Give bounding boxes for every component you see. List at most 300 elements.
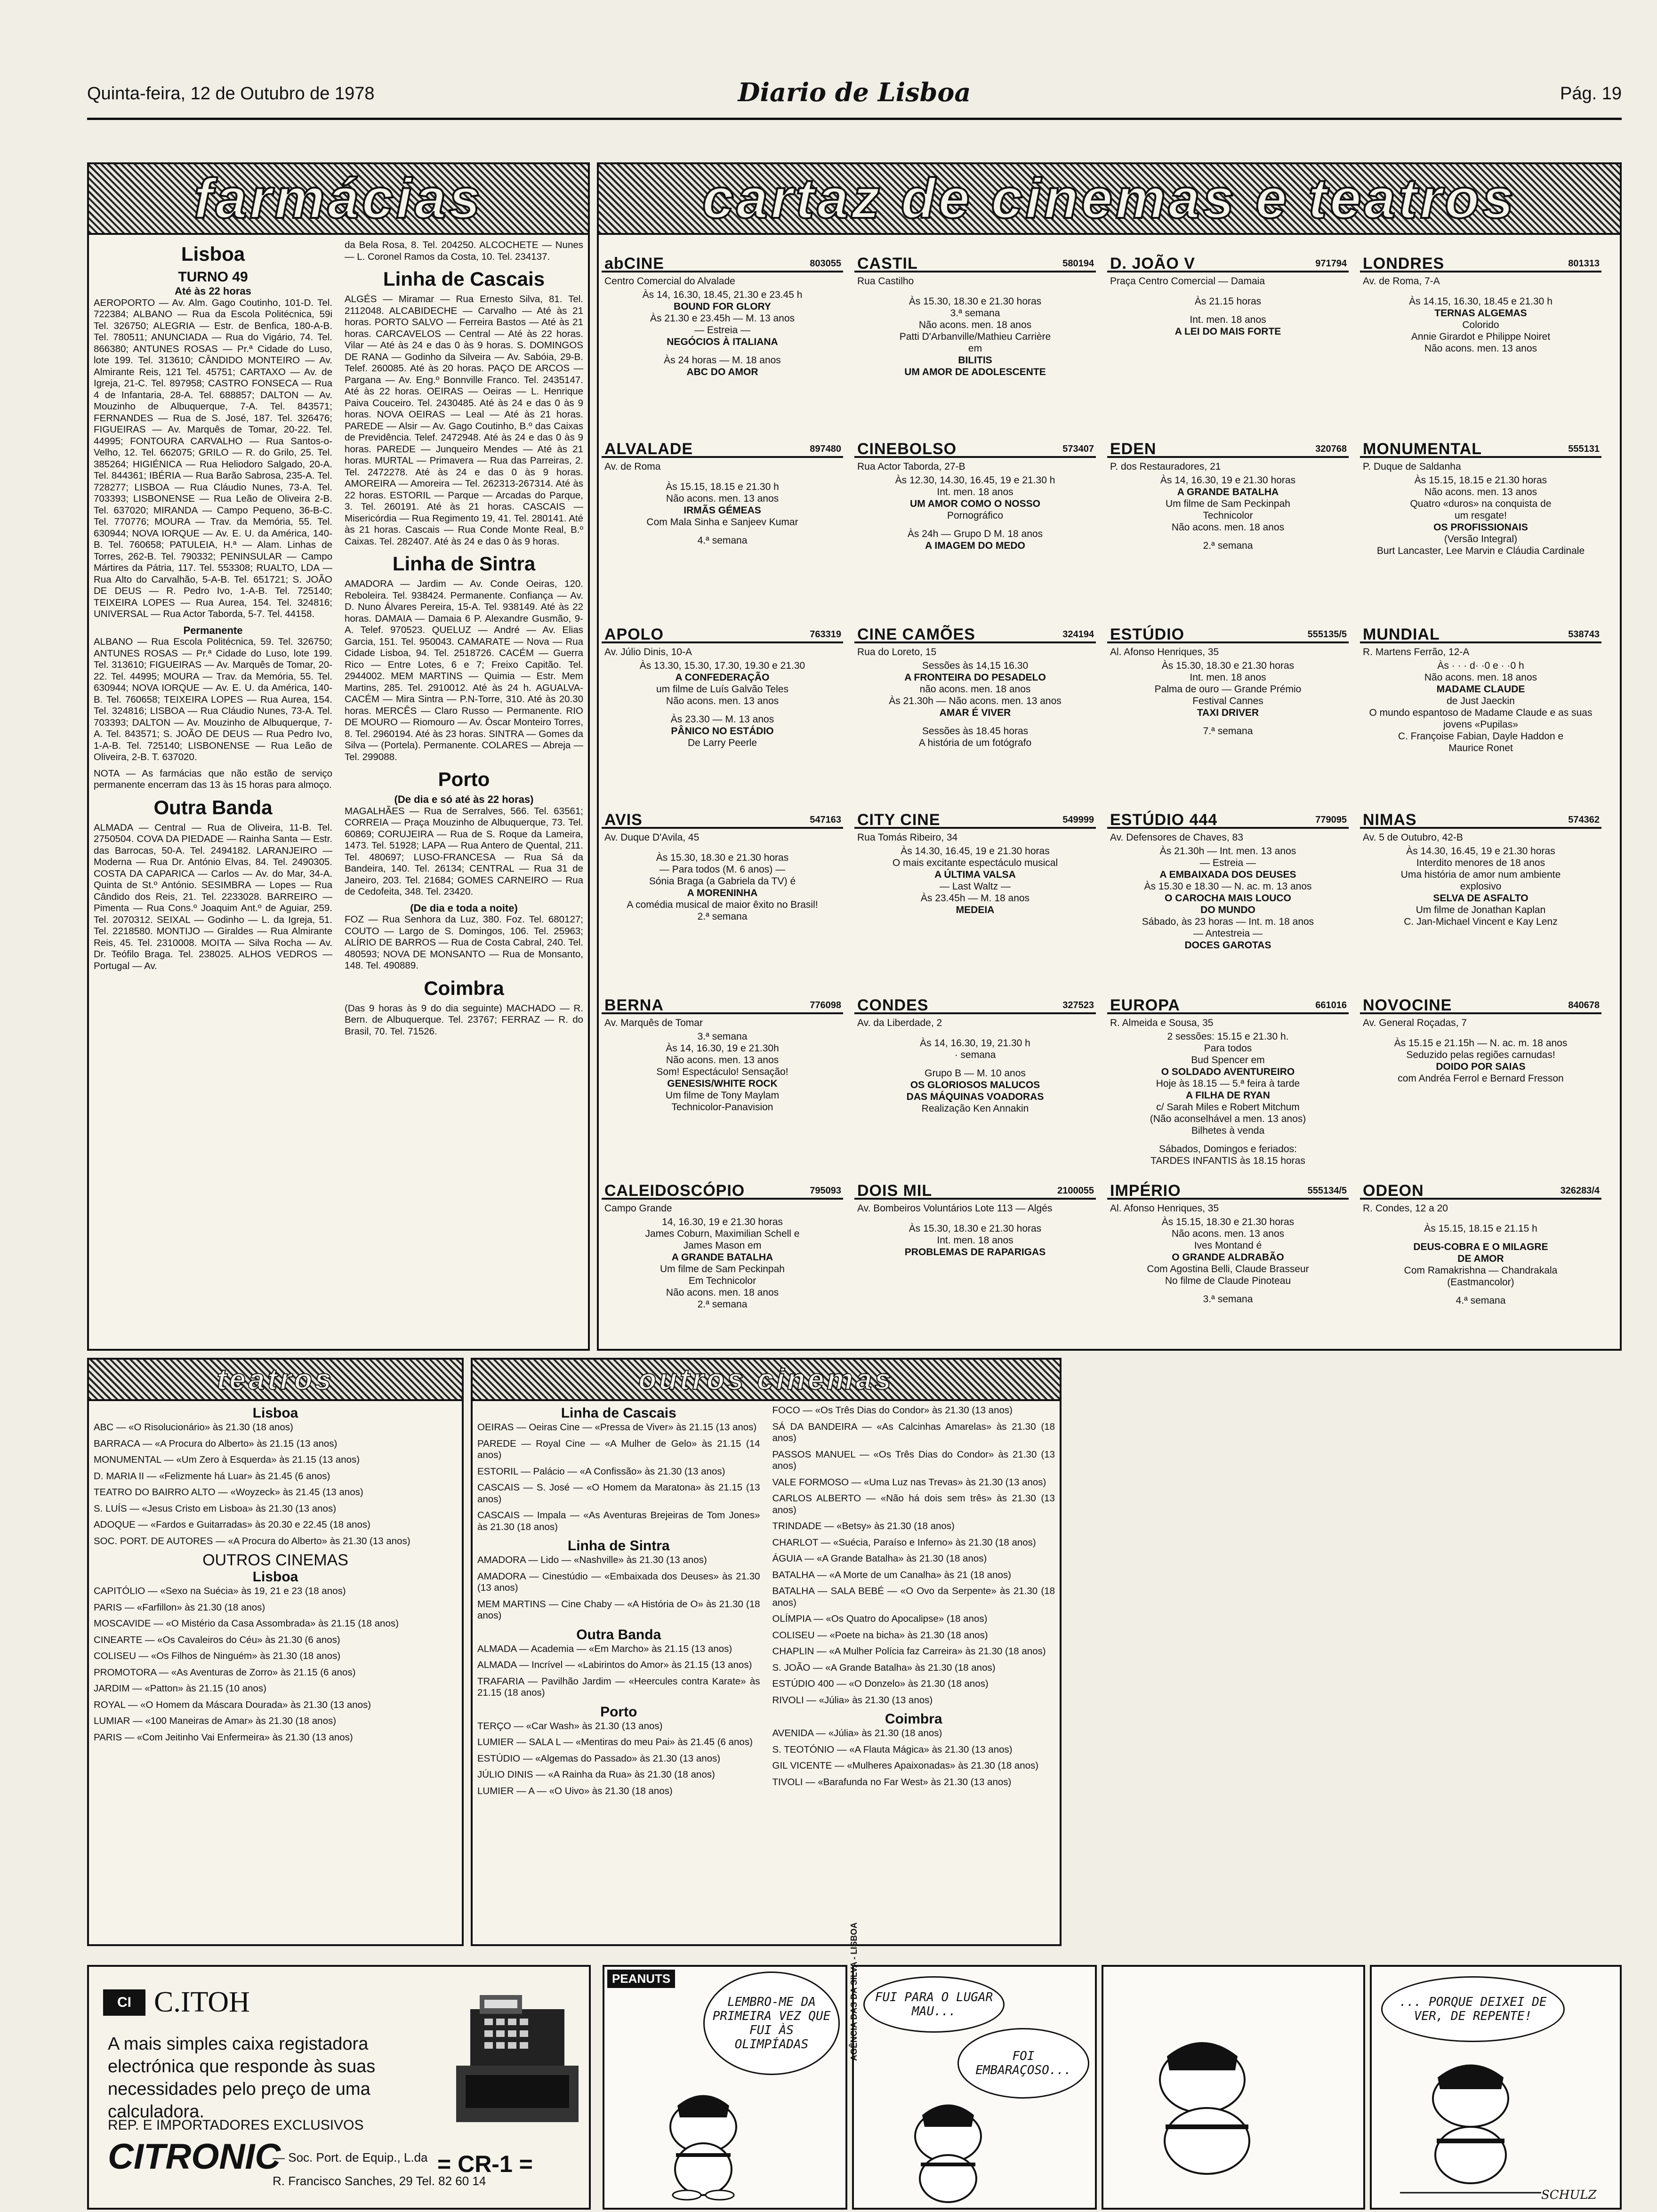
programme-line: Para todos [1204,1043,1252,1054]
section-heading: Porto [438,768,490,790]
listing-paragraph: S. LUÍS — «Jesus Cristo em Lisboa» às 21.30 (13 anos) [94,1503,337,1514]
pharmacies-banner [89,164,588,235]
cinema-header [1360,1178,1601,1200]
programme-line: — Last Waltz — [940,881,1011,892]
listing-paragraph: GIL VICENTE — «Mulheres Apaixonadas» às 21.30 (18 anos) [772,1760,1039,1771]
programme-line: TARDES INFANTIS às 18.15 horas [1150,1155,1305,1166]
programme-line: Às 21.30 e 23.45h — M. 13 anos [650,313,795,324]
programme-line: Int. men. 18 anos [1190,672,1266,683]
listing-paragraph: COLISEU — «Poete na bicha» às 21.30 (18 anos) [772,1629,988,1641]
listing-paragraph: PASSOS MANUEL — «Os Três Dias do Condor» às 21.30 (13 anos) [772,1449,1055,1471]
programme-line: MADAME CLAUDE [1436,684,1525,695]
cinema-name: D. JOÃO V [1110,255,1195,272]
section-heading: OUTROS CINEMAS [202,1551,348,1569]
listing-paragraph: SOC. PORT. DE AUTORES — «A Procura do Alberto» às 21.30 (13 anos) [94,1535,410,1547]
programme-line: A LEI DO MAIS FORTE [1174,326,1281,337]
listing-paragraph: PARIS — «Com Jeitinho Vai Enfermeira» às 21.30 (13 anos) [94,1731,353,1743]
programme-line: A EMBAIXADA DOS DEUSES [1159,869,1296,880]
programme-line: Quatro «duros» na conquista de [1410,498,1552,509]
listing-paragraph: CAPITÓLIO — «Sexo na Suécia» às 19, 21 e 23 (18 anos) [94,1586,346,1596]
cinema-programme [602,1031,843,1113]
listing-paragraph: CASCAIS — S. José — «O Homem da Maratona» às 21.15 (13 anos) [477,1482,760,1505]
listing-paragraph: ALBANO — Rua Escola Politécnica, 59. Tel. 326750; ANTUNES ROSAS — Pr.ª Cidade do Luso, lote 199. Tel. 313610; FIGUEIRAS — Av. Marquês de Tomar, 20-22. Tel. 44995; MOURA — Trav. da Memória, 55. Tel. 630944; NOVA IORQUE — Av. E. U. da América, 140-B. Tel. 760658; TEIXEIRA LOPES — Rua Aurea, 154. Tel. 324816; LISBOA — Rua Cláudio Nunes, 73-A. Tel. 703393; DALTON — Av. Mouzinho de Albuquerque, 7-A. Tel. 843571; S. JOÃO DE DEUS — Rua Pedro Ivo, 1-A-B. Tel. 725140; LISBONENSE — Rua Leão de Oliveira, 2-B. T. 637020. [94,636,332,762]
cinema-phone: 320768 [1315,444,1347,454]
snoopy-figure-4 [1381,2052,1560,2202]
cinema-address: Av. de Roma [604,461,661,472]
programme-line: c/ Sarah Miles e Robert Mitchum [1156,1102,1300,1113]
pharmacies-column-1 [94,240,332,1344]
cinema-header [602,251,843,272]
listing-paragraph: PROMOTORA — «As Aventuras de Zorro» às 21.15 (6 anos) [94,1667,356,1678]
cinema-address: Al. Afonso Henriques, 35 [1110,647,1219,657]
programme-line: James Coburn, Maximilian Schell e [645,1228,800,1239]
cinema-address: Av. Marquês de Tomar [604,1018,703,1028]
advert-importer: REP. E IMPORTADORES EXCLUSIVOS [108,2117,364,2133]
programme-line: 2.ª semana [697,1299,748,1310]
programme-line: Às 14.30, 16.45, 19 e 21.30 horas [901,846,1050,857]
cinema-header [854,993,1096,1014]
cinema-name: EUROPA [1110,996,1180,1014]
listing-paragraph: ESTÚDIO 400 — «O Donzelo» às 21.30 (18 anos) [772,1678,989,1689]
programme-line: um filme de Luís Galvão Teles [656,684,788,695]
cinema-name: MONUMENTAL [1363,440,1482,458]
programme-line: Não acons. men. 13 anos [1424,343,1537,354]
programme-line [1111,719,1345,725]
programme-line: O SOLDADO AVENTUREIRO [1161,1066,1295,1077]
cinema-address: P. Duque de Saldanha [1363,461,1461,472]
comic-panel-3 [1102,1965,1365,2210]
cinema-listing [602,1178,843,1358]
programme-line: Em Technicolor [688,1275,756,1286]
cinema-header [1107,993,1349,1014]
programme-line: Não acons. men. 13 anos [1424,487,1537,497]
cinema-programme [854,1031,1096,1114]
listing-paragraph: RIVOLI — «Júlia» às 21.30 (13 anos) [772,1694,933,1706]
listing-paragraph: MOSCAVIDE — «O Mistério da Casa Assombrada» às 21.15 (18 anos) [94,1618,399,1629]
cinema-listing [1107,436,1349,616]
programme-line: DOCES GAROTAS [1184,940,1271,951]
listing-paragraph: AMADORA — Jardim — Av. Conde Oeiras, 120. Reboleira. Tel. 938424. Permanente. Confiança — Av. D. Nuno Álvares Pereira, 15-A. Tel. 938149. Até às 22 horas. DAMAIA — Damaia 6 P. Alexandre Gusmão, 9-A. Telef. 970523. QUELUZ — André — Av. Elias Garcia, 151. Tel. 950043. CAMARATE — Nova — Rua Cidade Lisboa, 94. Tel. 2518726. CACÉM — Guerra Rico — Entre Lotes, 6 e 7; Freixo Capitão. Tel. 2944002. MEM MARTINS — Quimia — Estr. Mem Martins, 285. Tel. 2910012. Até às 24 h. AGUALVA-CACÉM — Mira Sintra — P.N-Torre, 310. Até às 20.30 horas. MERCÊS — Claro Russo — Permanente. RIO DE MOURO — Riomouro — Av. Óscar Monteiro Torres, 8. Tel. 2960194. Até às 23 horas. SINTRA — Gomes da Silva — (Portela). Permanente. COLARES — Abreja — Tel. 299088. [345,578,583,762]
listing-paragraph: AEROPORTO — Av. Alm. Gago Coutinho, 101-D. Tel. 722384; ALBANO — Rua da Escola Politécnica, 59i Tel. 326750; ALEGRIA — Estr. de Benfica, 180-A-B. Tel. 780511; ANUNCIADA — Rua do Vigário, 74. Tel. 866380; ANTUNES ROSAS — Pr.ª Cidade do Luso, lote 199. Tel. 313610; CÂNDIDO MONTEIRO — Av. Almirante Reis, 121 Tel. 45751; CARTAXO — Av. de Igreja, 21-C. Tel. 897958; CASTRO FONSECA — Rua 4 de Infantaria, 28-A. Tel. 688857; DALTON — Av. Mouzinho de Albuquerque, 7-A. Tel. 843571; FERNANDES — Rua de S. José, 187. Tel. 326476; FIGUEIRAS — Av. Marquês de Tomar, 20-22. Tel. 44995; FONTOURA CARVALHO — Rua Santos-o-Velho, 12. Tel. 662075; GRILO — R. do Grilo, 25. Tel. 385264; HIGIÉNICA — Rua Heliodoro Salgado, 20-A. Tel. 844361; IBÉRIA — Rua Barão Sabrosa, 235-A. Tel. 728277; LISBOA — Rua Cláudio Nunes, 73-A. Tel. 703393; LISBONENSE — Rua Leão de Oliveira 2-B. Tel. 637020; MIRANDA — Campo Pequeno, 36-B-C. Tel. 770776; MOURA — Trav. da Memória, 55. Tel. 630944; NOVA IORQUE — Av. E. U. da América, 140-B. Tel. 760658; PATULEIA, H.ª — Alam. Linhas de Torres, 262-B. Tel. 790332; PENINSULAR — Campo Mártires da Pátria, 117. Tel. 553308; RUALTO, LDA — Rua Alto do Carvalhão, 5-A-B. Tel. 651721; S. JOÃO DE DEUS — R. Pedro Ivo, 1-A-B. Tel. 725140; TEIXEIRA LOPES — Rua Aurea, 154. Tel. 324816; UNIVERSAL — Rua Actor Taborda, 5-7. Tel. 44158. [94,297,332,619]
programme-line: 7.ª semana [1203,726,1253,737]
programme-line [1364,289,1598,296]
programme-line: Seduzido pelas regiões carnudas! [1406,1050,1555,1060]
programme-line: Com Ramakrishna — Chandrakala [1404,1265,1558,1276]
listing-paragraph: OLÍMPIA — «Os Quatro do Apocalipse» (18 anos) [772,1613,988,1624]
programme-line: O GRANDE ALDRABÃO [1172,1252,1284,1263]
programme-line: Às 15.15, 18.15 e 21.30 h [666,481,779,492]
programme-line: A ÚLTIMA VALSA [934,869,1016,880]
programme-line: A comédia musical de maior êxito no Brasil! [627,899,818,910]
programme-line: OS GLORIOSOS MALUCOS [910,1080,1040,1090]
section-heading: Lisboa [181,243,245,265]
cinema-header [1360,622,1601,643]
programme-line: A FRONTEIRA DO PESADELO [904,672,1046,683]
listing-paragraph: da Bela Rosa, 8. Tel. 204250. ALCOCHETE — Nunes — L. Coronel Ramos da Costa, 10. Tel. 234137. [345,240,583,262]
programme-line: Às 15.30, 18.30 e 21.30 horas [909,1223,1042,1234]
programme-line: A MORENINHA [687,888,758,898]
cinema-name: LONDRES [1363,255,1445,272]
citoh-advert [87,1965,591,2210]
programme-line [1364,1234,1598,1241]
cinema-name: APOLO [604,625,664,643]
programme-line: Às 15.15, 18.15 e 21.15 h [1424,1223,1537,1234]
listing-paragraph: MAGALHÃES — Rua de Serralves, 566. Tel. 63561; CORREIA — Praça Mouzinho de Albuquerque, 73. Tel. 60869; CORUJEIRA — Rua de S. Roque da Lameira, 1473. Tel. 51928; LAPA — Rua Antero de Quental, 211. Tel. 480697; LUSO-FRANCESA — Rua Sá da Bandeira, 140. Tel. 26134; CENTRAL — Rua 31 de Janeiro, 203. Tel. 21684; GOMES CARNEIRO — Rua de Cedofeita, 348. Tel. 23420. [345,805,583,897]
programme-line [605,845,839,852]
section-heading: Outra Banda [153,796,273,818]
citoh-logo [103,1986,250,2019]
other-cinemas-banner-title: outros cinemas [638,1363,894,1396]
listing-paragraph: CASCAIS — Impala — «As Aventuras Brejeiras de Tom Jones» às 21.30 (18 anos) [477,1510,760,1532]
programme-line: — Antestreia — [1193,928,1263,939]
programme-line: Um filme de Jonathan Kaplan [1416,905,1546,915]
cinema-address: Praça Centro Comercial — Damaia [1110,276,1265,287]
cinema-address: Av. da Liberdade, 2 [857,1018,942,1028]
cinema-programme [1360,660,1601,754]
cinema-phone: 840678 [1568,1000,1600,1010]
cinema-programme [1360,1216,1601,1306]
cinema-listing [602,251,843,431]
cinema-programme [854,289,1096,378]
programme-line: De Larry Peerle [687,737,757,748]
programme-line: com Andréa Ferrol e Bernard Fresson [1398,1073,1564,1084]
listing-paragraph: ALMADA — Academia — «Em Marcho» às 21.15 (13 anos) [477,1643,732,1654]
listing-paragraph: ROYAL — «O Homem da Máscara Dourada» às 21.30 (13 anos) [94,1699,371,1710]
cinema-programme [602,474,843,546]
listing-paragraph: BARRACA — «A Procura do Alberto» às 21.15 (13 anos) [94,1438,338,1449]
programme-line [858,521,1092,528]
listing-paragraph: JARDIM — «Patton» às 21.15 (10 anos) [94,1683,266,1694]
programme-line: SELVA DE ASFALTO [1433,893,1528,904]
programme-line: Não acons. men. 18 anos [918,320,1032,330]
cinema-phone: 549999 [1062,815,1094,825]
listing-paragraph: COLISEU — «Os Filhos de Ninguém» às 21.30 (18 anos) [94,1651,341,1661]
programme-line: A GRANDE BATALHA [671,1252,773,1263]
listing-paragraph: NOTA — As farmácias que não estão de serviço permanente encerram das 13 às 15 horas para almoço. [94,768,332,790]
snoopy-figure-2 [873,2099,1023,2207]
programme-line: Às 14, 16.30, 19 e 21.30h [666,1043,779,1054]
programme-line: (Versão Integral) [1444,534,1518,545]
cinema-programme [1107,660,1349,737]
programme-line: Sábado, às 23 horas — Int. m. 18 anos [1142,916,1314,927]
cinema-phone: 2100055 [1057,1186,1094,1196]
cinema-address: Av. General Roçadas, 7 [1363,1018,1467,1028]
cinema-programme [602,845,843,922]
programme-line: Com Mala Sinha e Sanjeev Kumar [646,517,798,528]
cinema-listing [1107,251,1349,431]
programme-line: No filme de Claude Pinoteau [1165,1275,1291,1286]
pharmacies-banner-title: farmácias [193,167,483,230]
programme-line: Bud Spencer em [1191,1055,1265,1066]
cinema-header [854,622,1096,643]
cinema-programme [1360,845,1601,928]
programme-line: Às · · · d· ·0 e · ·0 h [1437,660,1524,671]
listing-paragraph: CHAPLIN — «A Mulher Polícia faz Carreira» às 21.30 (18 anos) [772,1646,1046,1657]
programme-line: DE AMOR [1457,1253,1504,1264]
programme-line: 4.ª semana [697,535,748,546]
listing-paragraph: TEATRO DO BAIRRO ALTO — «Woyzeck» às 21.45 (13 anos) [94,1487,363,1498]
programme-line: Às 15.15, 18.15 e 21.30 horas [1414,475,1547,486]
programme-line: — Estreia — [694,325,751,336]
comic-title: PEANUTS [607,1970,675,1988]
cinema-listing [854,436,1096,616]
issue-date: Quinta-feira, 12 de Outubro de 1978 [87,84,375,104]
cinema-phone: 555135/5 [1307,629,1347,640]
listing-paragraph: PAREDE — Royal Cine — «A Mulher de Gelo» às 21.15 (14 anos) [477,1438,760,1460]
programme-line: não acons. men. 18 anos [919,684,1031,695]
programme-line: Às 14, 16.30, 19, 21.30 h [920,1038,1030,1049]
programme-line: Às 21.15 horas [1194,296,1262,307]
cinema-phone: 803055 [810,258,841,269]
listing-paragraph: ALMADA — Central — Rua de Oliveira, 11-B. Tel. 2750504. COVA DA PIEDADE — Rainha Santa — Estr. das Barrocas, 50-A. Tel. 2494182. LARANJEIRO — Moderna — Rua Dr. António Elvas, 84. Tel. 2490305. COSTA DA CAPARICA — Carlos — Av. do Mar, 34-A. Quinta de St.º António. SESIMBRA — Lopes — Rua Cândido dos Reis, 21. Tel. 2233028. BARREIRO — Pimenta — Rua Cons.º Joaquim Ant.º de Aguiar, 259. Tel. 2070312. SEIXAL — Godinho — L. da Igreja, 51. Tel. 2218580. MONTIJO — Giraldes — Rua Almirante Reis, 45. Tel. 2310008. MOITA — Silva Rocha — Av. Dr. Teófilo Braga. Tel. 238025. ALHOS VEDROS — Portugal — Av. [94,822,332,971]
programme-line: PÂNICO NO ESTÁDIO [671,726,774,737]
programme-line: O mundo espantoso de Madame Claude e as suas jovens «Pupilas» [1369,707,1593,730]
cinema-name: CITY CINE [857,811,941,829]
advert-tagline: A mais simples caixa registadora electrónica que responde às suas necessidades pelo preço de uma calculadora. [108,2034,376,2122]
programme-line: Pornográfico [947,510,1004,521]
programme-line: 2.ª semana [1203,540,1253,551]
programme-line: Não acons. men. 13 anos [1171,1228,1285,1239]
listing-paragraph: PARIS — «Farfillon» às 21.30 (18 anos) [94,1602,265,1613]
cinema-listing [1107,993,1349,1172]
programme-line: Patti D'Arbanville/Mathieu Carrière [899,331,1051,342]
cinema-phone: 547163 [810,815,841,825]
cinema-header [854,251,1096,272]
listing-paragraph: AMADORA — Cinestúdio — «Embaixada dos Deuses» às 21.30 (13 anos) [477,1571,760,1593]
cinema-phone: 763319 [810,629,841,640]
listing-paragraph: MONUMENTAL — «Um Zero à Esquerda» às 21.15 (13 anos) [94,1454,360,1465]
cinema-address: R. Martens Ferrão, 12-A [1363,647,1470,657]
cinema-address: Av. Júlio Dinis, 10-A [604,647,692,657]
programme-line: Às 24h — Grupo D M. 18 anos [907,529,1043,539]
cinema-header [602,1178,843,1200]
comic-panel-2 [849,1922,1097,2210]
cinema-header [1107,251,1349,272]
listing-paragraph: CINEARTE — «Os Cavaleiros do Céu» às 21.30 (6 anos) [94,1634,340,1645]
cinema-programme [854,660,1096,749]
programme-line: 4.ª semana [1456,1295,1506,1306]
cinema-listing [1107,807,1349,987]
listing-paragraph: JÚLIO DINIS — «A Rainha da Rua» às 21.30 (18 anos) [477,1769,715,1780]
cinema-programme [602,289,843,378]
citoh-logo-mark: CI [103,1989,145,2016]
listing-paragraph: CHARLOT — «Suécia, Paraíso e Inferno» às 21.30 (18 anos) [772,1537,1036,1548]
section-heading: Linha de Cascais [383,268,545,290]
cinema-phone: 573407 [1062,444,1094,454]
programme-line [605,348,839,354]
programme-line: GENESIS/WHITE ROCK [667,1078,778,1089]
programme-line: Às 13.30, 15.30, 17.30, 19.30 e 21.30 [639,660,805,671]
cinema-address: Centro Comercial do Alvalade [604,276,735,287]
programme-line: Às 23.45h — M. 18 anos [920,893,1030,904]
cinema-header [1360,993,1601,1014]
programme-line: 14, 16.30, 19 e 21.30 horas [662,1217,783,1227]
other-cinemas-section [471,1358,1062,1946]
theatres-section [87,1358,464,1946]
programme-line: IRMÃS GÉMEAS [684,505,761,516]
cinema-address: R. Condes, 12 a 20 [1363,1203,1448,1214]
programme-line: Som! Espectáculo! Sensação! [656,1066,788,1077]
programme-line: Int. men. 18 anos [937,487,1014,497]
cinema-name: CINEBOLSO [857,440,957,458]
listing-paragraph: TRAFARIA — Pavilhão Jardim — «Heercules contra Karate» às 21.15 (18 anos) [477,1675,760,1698]
programme-line [858,719,1092,725]
section-heading: Coimbra [424,977,504,999]
section-heading: (De dia e toda a noite) [410,902,518,914]
programme-line: A CONFEDERAÇÃO [675,672,770,683]
cinema-header [854,807,1096,829]
snoopy-figure-3 [1122,2028,1292,2188]
cinema-header [1360,807,1601,829]
cinema-programme [1107,1216,1349,1305]
cinema-name: BERNA [604,996,664,1014]
programme-line: TAXI DRIVER [1197,707,1259,718]
cinema-address: Rua Tomás Ribeiro, 34 [857,832,958,843]
cinema-phone: 661016 [1315,1000,1347,1010]
cinema-name: EDEN [1110,440,1157,458]
programme-line: Ives Montand é [1194,1240,1262,1251]
cinema-phone: 776098 [810,1000,841,1010]
listing-paragraph: (Das 9 horas às 9 do dia seguinte) MACHADO — R. Bern. de Albuquerque. Tel. 23767; FERRAZ — R. do Brasil, 70. Tel. 71526. [345,1002,583,1037]
programme-line: AMAR É VIVER [939,707,1011,718]
cinema-listing [1107,622,1349,801]
programme-line: Não acons. men. 18 anos [666,1287,779,1298]
programme-line: Às 15.15 e 21.15h — N. ac. m. 18 anos [1394,1038,1568,1049]
programme-line: 2 sessões: 15.15 e 21.30 h. [1167,1031,1289,1042]
cinema-header [602,993,843,1014]
programme-line: Sessões às 18.45 horas [922,726,1029,737]
listing-paragraph: AVENIDA — «Júlia» às 21.30 (18 anos) [772,1728,942,1739]
cinema-listing [1360,807,1601,987]
header-rule [87,118,1622,120]
citoh-logo-name: C.ITOH [154,1986,250,2018]
cinema-address: Rua Actor Taborda, 27-B [857,461,965,472]
programme-line: A GRANDE BATALHA [1177,487,1279,497]
programme-line [1364,1216,1598,1223]
programme-line: A FILHA DE RYAN [1186,1090,1270,1101]
programme-line: C. Jan-Michael Vincent e Kay Lenz [1404,916,1558,927]
programme-line: (Eastmancolor) [1447,1277,1514,1288]
programme-line: Colorido [1462,320,1499,330]
programme-line: TERNAS ALGEMAS [1434,308,1527,319]
cinema-address: Av. Bombeiros Voluntários Lote 113 — Algés [857,1203,1053,1214]
cinema-address: Av. de Roma, 7-A [1363,276,1440,287]
programme-line: Technicolor-Panavision [671,1102,773,1113]
programme-line: Realização Ken Annakin [921,1103,1029,1114]
programme-line: PROBLEMAS DE RAPARIGAS [904,1247,1046,1258]
comic-panel-4 [1370,1965,1622,2210]
programme-line: · semana [954,1050,996,1060]
programme-line: Às 15.30 e 18.30 — N. ac. m. 13 anos [1144,881,1312,892]
section-heading: Linha de Cascais [561,1405,676,1421]
cinema-address: Av. Duque D'Avila, 45 [604,832,700,843]
programme-line: OS PROFISSIONAIS [1433,522,1528,533]
cinema-address: Rua Castilho [857,276,914,287]
programme-line: Grupo B — M. 10 anos [925,1068,1026,1079]
page-header [87,79,1622,112]
listing-paragraph: ESTORIL — Palácio — «A Confissão» às 21.30 (13 anos) [477,1466,725,1477]
cinema-programme [1107,845,1349,951]
programme-line [1111,1137,1345,1143]
advert-company: — Soc. Port. de Equip., L.da [273,2150,428,2164]
cinema-programme [602,1216,843,1310]
cinema-programme [1107,1031,1349,1167]
cinema-name: CONDES [857,996,929,1014]
programme-line: NEGÓCIOS À ITALIANA [667,337,778,347]
listing-paragraph: TIVOLI — «Barafunda no Far West» às 21.30 (13 anos) [772,1776,1012,1787]
programme-line: O mais excitante espectáculo musical [892,858,1058,868]
cinemas-banner-title: cartaz de cinemas e teatros [702,167,1517,230]
programme-line [858,1061,1092,1067]
comic-side-credit: AGÊNCIA DAS DA SILVA - LISBOA [849,1922,859,2061]
advert-address: R. Francisco Sanches, 29 Tel. 82 60 14 [273,2174,486,2188]
theatres-banner-title: teatros [217,1363,334,1396]
cinema-header [602,807,843,829]
programme-line: ABC DO AMOR [686,367,758,377]
programme-line: (Não aconselhável a men. 13 anos) [1150,1114,1306,1124]
cash-register-illustration [447,1981,583,2136]
programme-line: MEDEIA [956,905,995,915]
programme-line [858,1031,1092,1037]
cinema-name: ALVALADE [604,440,693,458]
listing-paragraph: MEM MARTINS — Cine Chaby — «A História de O» às 21.30 (18 anos) [477,1598,760,1621]
programme-line [1111,1287,1345,1293]
comic-signature: SCHULZ [1541,2188,1597,2202]
cinema-name: ESTÚDIO [1110,625,1185,643]
listing-paragraph: BATALHA — SALA BEBÉ — «O Ovo da Serpente» às 21.30 (18 anos) [772,1586,1055,1608]
cinema-phone: 580194 [1062,258,1094,269]
listing-paragraph: S. TEOTÓNIO — «A Flauta Mágica» às 21.30 (13 anos) [772,1744,1013,1755]
listing-paragraph: OEIRAS — Oeiras Cine — «Pressa de Viver» às 21.15 (13 anos) [477,1422,757,1433]
other-cinemas-column-1 [477,1405,760,1940]
programme-line: explosivo [1460,881,1502,892]
programme-line: James Mason em [683,1240,762,1251]
cinema-programme [1360,289,1601,354]
cinema-listings [599,240,1620,1349]
programme-line: Technicolor [1203,510,1253,521]
cinema-phone: 897480 [810,444,841,454]
programme-line: Às 14.15, 16.30, 18.45 e 21.30 h [1409,296,1552,307]
listing-paragraph: FOCO — «Os Três Dias do Condor» às 21.30 (13 anos) [772,1405,1013,1416]
programme-line: Annie Girardot e Philippe Noiret [1411,331,1551,342]
cinema-header [1107,1178,1349,1200]
programme-line: O CAROCHA MAIS LOUCO [1165,893,1291,904]
theatres-column [94,1405,457,1940]
programme-line: UM AMOR DE ADOLESCENTE [904,367,1046,377]
cinema-programme [602,660,843,749]
section-heading: TURNO 49 [178,269,248,285]
cinema-address: Rua do Loreto, 15 [857,647,937,657]
cinemas-section [597,162,1622,1351]
listing-paragraph: S. JOÃO — «A Grande Batalha» às 21.30 (18 anos) [772,1662,996,1673]
comic-speech-bubble-1: LEMBRO-ME DA PRIMEIRA VEZ QUE FUI ÀS OLIMPÍADAS [703,1972,840,2075]
cinema-phone: 327523 [1062,1000,1094,1010]
cinema-listing [1360,622,1601,801]
cinema-name: AVIS [604,811,643,829]
cinema-listing [1360,993,1601,1172]
programme-line: Às 14, 16.30, 19 e 21.30 horas [1160,475,1296,486]
programme-line: Às 15.15, 18.30 e 21.30 horas [1161,1217,1295,1227]
cinema-phone: 324194 [1062,629,1094,640]
cinema-header [1107,807,1349,829]
cinema-name: CASTIL [857,255,918,272]
cinema-header [602,436,843,458]
cinema-name: IMPÉRIO [1110,1182,1181,1200]
programme-line: Às 23.30 — M. 13 anos [670,714,774,725]
programme-line: 3.ª semana [697,1031,748,1042]
cinema-header [1107,622,1349,643]
cinema-listing [602,807,843,987]
